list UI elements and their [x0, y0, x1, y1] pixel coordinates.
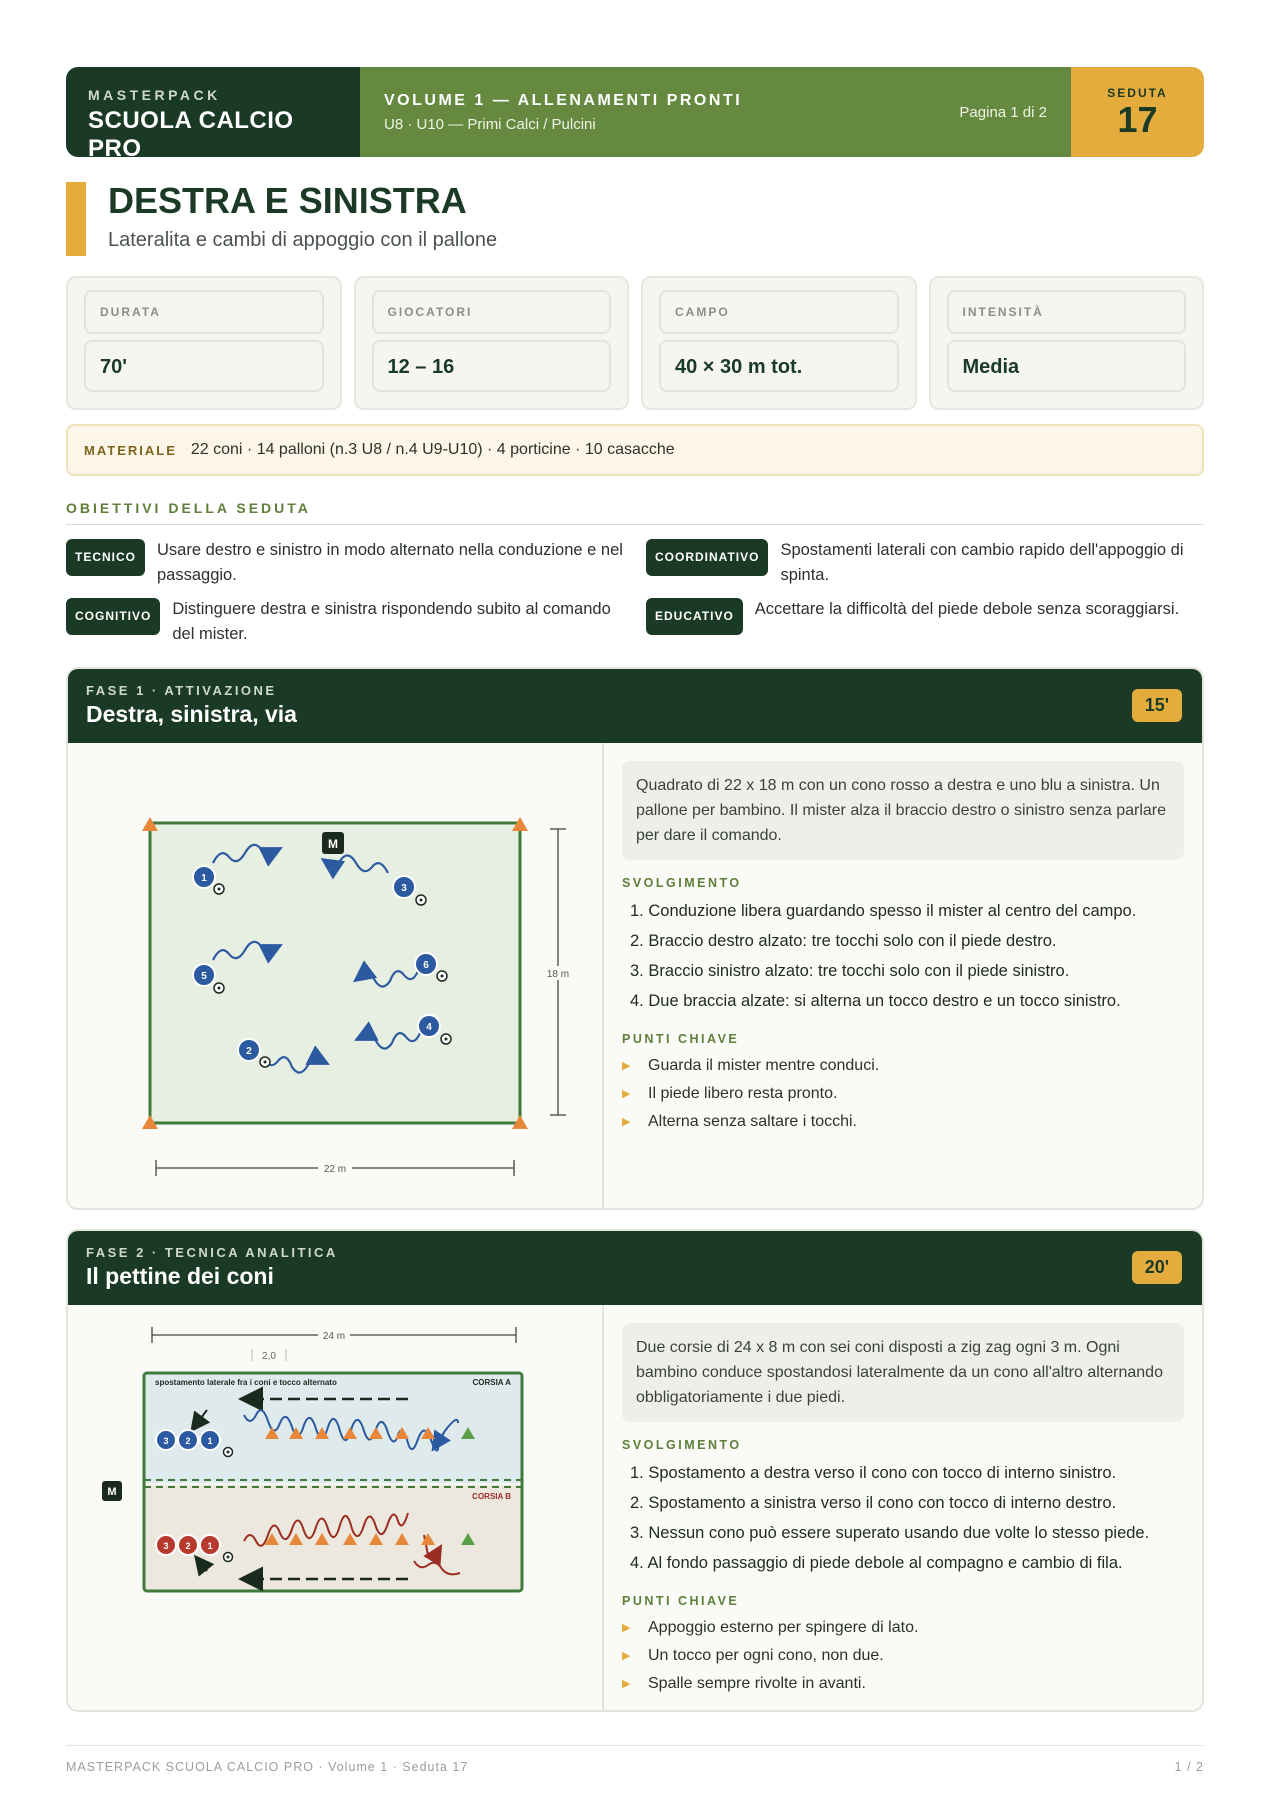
player-number: 3 [401, 883, 407, 894]
player-number: 1 [207, 1436, 213, 1446]
objective-text: Distinguere destra e sinistra rispondendo subito al comando del mister. [172, 600, 611, 643]
objective-item [66, 538, 626, 588]
stat-card-players [354, 276, 630, 410]
phase-card-2 [66, 1229, 1204, 1712]
steps-title: SVOLGIMENTO [622, 876, 742, 890]
lane-caption: spostamento laterale fra i coni e tocco alternato [155, 1378, 337, 1387]
volume-title: VOLUME 1 — ALLENAMENTI PRONTI [384, 91, 743, 109]
phase-body [68, 1305, 1202, 1710]
lane-b-label: CORSIA B [472, 1492, 511, 1501]
brand-name: SCUOLA CALCIO PRO [88, 107, 294, 157]
key-point: ▶ Spalle sempre rivolte in avanti. [622, 1670, 1184, 1698]
phase-diagram [68, 1305, 604, 1710]
session-badge [1071, 67, 1204, 157]
page-subtitle: Lateralita e cambi di appoggio con il pallone [108, 229, 498, 251]
player-number: 1 [201, 873, 207, 884]
stat-label: INTENSITÀ [947, 290, 1187, 334]
step-item: 4. Due braccia alzate: si alterna un tocco destro e un tocco sinistro. [630, 992, 1121, 1010]
stat-card-duration [66, 276, 342, 410]
phase-header [68, 669, 1202, 743]
key-point: ▶ Appoggio esterno per spingere di lato. [622, 1614, 1184, 1642]
phase-text [604, 1305, 1202, 1710]
session-stats [66, 276, 1204, 410]
phase-title: Destra, sinistra, via [86, 701, 297, 727]
material-value: 22 coni · 14 palloni (n.3 U8 / n.4 U9-U10) · 4 porticine · 10 casacche [190, 441, 675, 458]
footer-divider [66, 1745, 1204, 1746]
phase-description: Quadrato di 22 x 18 m con un cono rosso a destra e uno blu a sinistra. Un pallone per bambino. Il mister alza il braccio destro o sinistro senza parlare per dare il comando. [622, 761, 1184, 860]
keys-title: PUNTI CHIAVE [622, 1594, 740, 1608]
player-number: 2 [185, 1541, 191, 1551]
objective-tag: COGNITIVO [66, 598, 160, 635]
key-point: ▶ Guarda il mister mentre conduci. [622, 1052, 1184, 1080]
steps-title: SVOLGIMENTO [622, 1438, 742, 1452]
stat-value: 40 × 30 m tot. [659, 340, 899, 392]
step-item: 2. Spostamento a sinistra verso il cono con tocco di interno destro. [630, 1494, 1117, 1512]
phase-description: Due corsie di 24 x 8 m con sei coni disposti a zig zag ogni 3 m. Ogni bambino conduce spostandosi lateralmente da un cono all'altro alternando obbligatoriamente i due piedi. [622, 1323, 1184, 1422]
stat-value: 12 – 16 [372, 340, 612, 392]
objective-text: Accettare la difficoltà del piede debole senza scoraggiarsi. [754, 600, 1180, 618]
phase-card-1 [66, 667, 1204, 1210]
stat-card-intensity [929, 276, 1205, 410]
objective-tag: EDUCATIVO [646, 598, 743, 635]
key-points-list [622, 1052, 1184, 1136]
width-label: 22 m [323, 1164, 347, 1175]
player-number: 5 [201, 971, 207, 982]
page-title: DESTRA E SINISTRA [108, 180, 467, 221]
phase-duration-badge: 20' [1132, 1251, 1182, 1284]
step-item: 1. Conduzione libera guardando spesso il mister al centro del campo. [630, 902, 1137, 920]
field-diagram-1 [68, 743, 602, 1208]
session-label: SEDUTA [1107, 86, 1168, 100]
brand-block [66, 67, 360, 157]
material-label: MATERIALE [84, 442, 177, 458]
phase-label: FASE 1 · ATTIVAZIONE [86, 683, 277, 698]
steps-list [622, 896, 1184, 1016]
title-accent-bar [66, 182, 86, 256]
phase-duration-badge: 15' [1132, 689, 1182, 722]
objective-text: Spostamenti laterali con cambio rapido dell'appoggio di spinta. [780, 541, 1184, 584]
phase-text [604, 743, 1202, 1208]
player-number: 1 [207, 1541, 213, 1551]
categories: U8 · U10 — Primi Calci / Pulcini [384, 115, 596, 133]
player-number: 2 [246, 1046, 252, 1057]
player-number: 3 [163, 1436, 169, 1446]
key-point: ▶ Alterna senza saltare i tocchi. [622, 1108, 1184, 1136]
stat-label: DURATA [84, 290, 324, 334]
player-number: 6 [423, 960, 429, 971]
height-label: 18 m [546, 969, 570, 980]
phase-title: Il pettine dei coni [86, 1263, 274, 1289]
objective-item [646, 538, 1206, 588]
volume-block [360, 67, 1071, 157]
step-item: 1. Spostamento a destra verso il cono con tocco di interno sinistro. [630, 1464, 1117, 1482]
keys-title: PUNTI CHIAVE [622, 1032, 740, 1046]
step-item: 4. Al fondo passaggio di piede debole al compagno e cambio di fila. [630, 1554, 1123, 1572]
lane-a [144, 1373, 522, 1483]
key-point: ▶ Il piede libero resta pronto. [622, 1080, 1184, 1108]
page-indicator: Pagina 1 di 2 [959, 103, 1047, 121]
stat-label: GIOCATORI [372, 290, 612, 334]
footer-text: MASTERPACK SCUOLA CALCIO PRO · Volume 1 · Seduta 17 [66, 1760, 469, 1774]
stat-label: CAMPO [659, 290, 899, 334]
session-number: 17 [1117, 99, 1158, 140]
objective-text: Usare destro e sinistro in modo alternato nella conduzione e nel passaggio. [157, 541, 623, 584]
objective-item [66, 597, 626, 647]
objectives-title: OBIETTIVI DELLA SEDUTA [66, 500, 311, 516]
spacing-label: 2,0 [262, 1351, 276, 1362]
footer-page: 1 / 2 [1174, 1760, 1204, 1774]
objective-tag: TECNICO [66, 539, 145, 576]
phase-body [68, 743, 1202, 1208]
stat-value: Media [947, 340, 1187, 392]
stat-value: 70' [84, 340, 324, 392]
phase-header [68, 1231, 1202, 1305]
coach-label: M [107, 1486, 117, 1498]
stat-card-field [641, 276, 917, 410]
step-item: 3. Braccio sinistro alzato: tre tocchi solo con il piede sinistro. [630, 962, 1070, 980]
step-item: 3. Nessun cono può essere superato usando due volte lo stesso piede. [630, 1524, 1150, 1542]
player-number: 4 [426, 1022, 432, 1033]
objective-item [646, 597, 1206, 635]
phase-diagram [68, 743, 604, 1208]
brand-small: MASTERPACK [88, 87, 221, 103]
page-header [66, 67, 1204, 157]
player-number: 3 [163, 1541, 169, 1551]
objective-tag: COORDINATIVO [646, 539, 768, 576]
steps-list [622, 1458, 1184, 1578]
player-number: 2 [185, 1436, 191, 1446]
width-label: 24 m [322, 1331, 346, 1342]
material-box [66, 424, 1204, 476]
step-item: 2. Braccio destro alzato: tre tocchi solo con il piede destro. [630, 932, 1057, 950]
coach-label: M [328, 837, 338, 851]
key-point: ▶ Un tocco per ogni cono, non due. [622, 1642, 1184, 1670]
objectives-divider [66, 524, 1204, 525]
key-points-list [622, 1614, 1184, 1698]
lanes-diagram-2 [68, 1305, 602, 1710]
lane-a-label: CORSIA A [472, 1378, 511, 1387]
phase-label: FASE 2 · TECNICA ANALITICA [86, 1245, 338, 1260]
